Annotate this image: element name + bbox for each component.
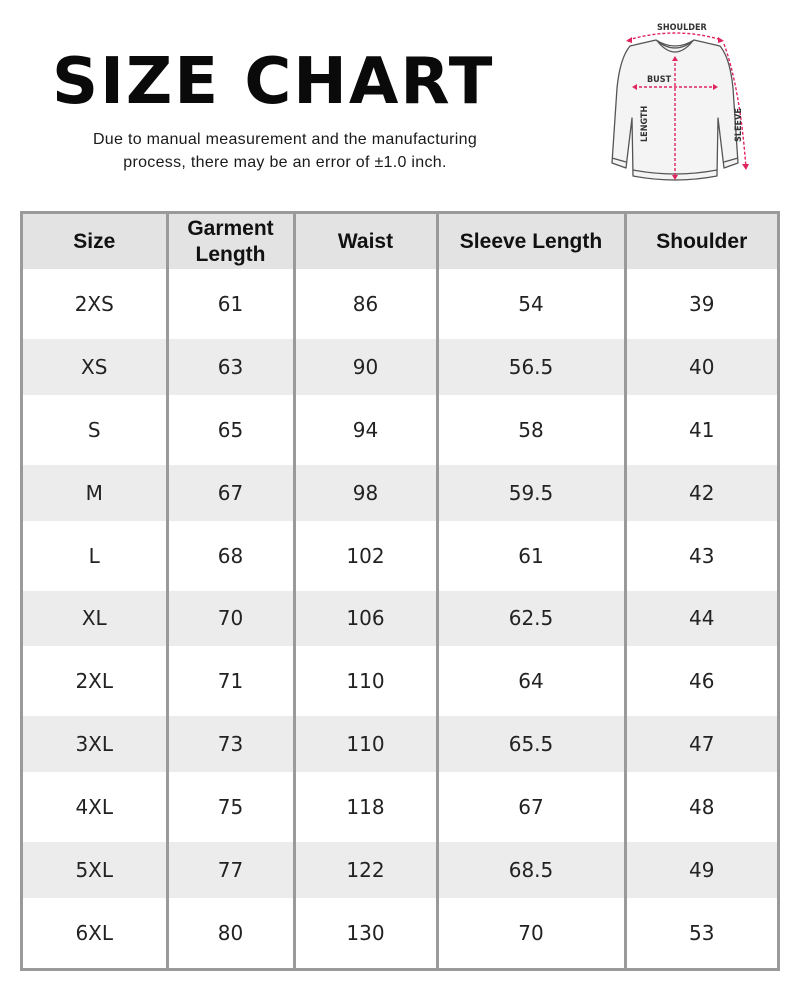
size-cell: L [23, 521, 167, 591]
size-cell: XS [23, 339, 167, 395]
size-cell: S [23, 395, 167, 465]
column-header-garment-length [167, 214, 294, 269]
garment-length-cell: 75 [167, 772, 294, 842]
table-header-row [23, 214, 777, 269]
garment-length-cell: 63 [167, 339, 294, 395]
shoulder-cell: 46 [625, 646, 777, 716]
sleeve-length-cell: 58 [437, 395, 625, 465]
sleeve-length-cell: 61 [437, 521, 625, 591]
measurement-note [40, 128, 530, 174]
column-header-waist: Waist [294, 214, 437, 269]
table-row [23, 339, 777, 395]
garment-length-cell: 71 [167, 646, 294, 716]
size-cell: 3XL [23, 716, 167, 772]
garment-length-cell: 68 [167, 521, 294, 591]
shoulder-cell: 41 [625, 395, 777, 465]
bust-diagram-label: BUST [647, 75, 672, 85]
table-row [23, 898, 777, 968]
waist-cell: 102 [294, 521, 437, 591]
column-header-size: Size [23, 214, 167, 269]
table-row [23, 646, 777, 716]
size-cell: 2XL [23, 646, 167, 716]
sweatshirt-measurement-icon [590, 18, 760, 193]
shoulder-diagram-label: SHOULDER [657, 23, 707, 33]
sleeve-length-cell: 59.5 [437, 465, 625, 521]
column-header-garment-length-line-2: Length [195, 242, 266, 266]
garment-length-cell: 67 [167, 465, 294, 521]
sleeve-length-cell: 56.5 [437, 339, 625, 395]
waist-cell: 130 [294, 898, 437, 968]
table-row [23, 591, 777, 647]
measurement-note-line-2: process, there may be an error of ±1.0 inch. [123, 154, 447, 171]
garment-length-cell: 70 [167, 591, 294, 647]
table-row [23, 269, 777, 339]
waist-cell: 94 [294, 395, 437, 465]
table-row [23, 521, 777, 591]
sleeve-length-cell: 68.5 [437, 842, 625, 898]
waist-cell: 90 [294, 339, 437, 395]
size-cell: M [23, 465, 167, 521]
size-cell: XL [23, 591, 167, 647]
waist-cell: 98 [294, 465, 437, 521]
shoulder-cell: 53 [625, 898, 777, 968]
waist-cell: 118 [294, 772, 437, 842]
size-cell: 5XL [23, 842, 167, 898]
table-row [23, 465, 777, 521]
sleeve-diagram-label: SLEEVE [734, 108, 744, 142]
waist-cell: 106 [294, 591, 437, 647]
shoulder-cell: 44 [625, 591, 777, 647]
sleeve-length-cell: 70 [437, 898, 625, 968]
shoulder-cell: 49 [625, 842, 777, 898]
column-header-sleeve-length: Sleeve Length [437, 214, 625, 269]
page-title: SIZE CHART [52, 45, 495, 119]
shoulder-cell: 43 [625, 521, 777, 591]
table-row [23, 772, 777, 842]
size-cell: 2XS [23, 269, 167, 339]
shoulder-cell: 40 [625, 339, 777, 395]
sleeve-length-cell: 67 [437, 772, 625, 842]
shoulder-cell: 47 [625, 716, 777, 772]
garment-length-cell: 77 [167, 842, 294, 898]
shoulder-cell: 48 [625, 772, 777, 842]
garment-length-cell: 80 [167, 898, 294, 968]
column-header-shoulder: Shoulder [625, 214, 777, 269]
shoulder-cell: 42 [625, 465, 777, 521]
waist-cell: 86 [294, 269, 437, 339]
column-header-garment-length-line-1: Garment [187, 216, 274, 240]
table-row [23, 395, 777, 465]
size-cell: 4XL [23, 772, 167, 842]
size-cell: 6XL [23, 898, 167, 968]
waist-cell: 110 [294, 646, 437, 716]
sleeve-length-cell: 65.5 [437, 716, 625, 772]
garment-length-cell: 73 [167, 716, 294, 772]
garment-length-cell: 65 [167, 395, 294, 465]
waist-cell: 122 [294, 842, 437, 898]
size-chart-table [20, 211, 780, 971]
sleeve-length-cell: 54 [437, 269, 625, 339]
table-row [23, 716, 777, 772]
sleeve-length-cell: 64 [437, 646, 625, 716]
length-diagram-label: LENGTH [640, 105, 650, 142]
waist-cell: 110 [294, 716, 437, 772]
sleeve-length-cell: 62.5 [437, 591, 625, 647]
measurement-note-line-1: Due to manual measurement and the manufacturing [92, 131, 478, 148]
garment-length-cell: 61 [167, 269, 294, 339]
shoulder-cell: 39 [625, 269, 777, 339]
table-row [23, 842, 777, 898]
